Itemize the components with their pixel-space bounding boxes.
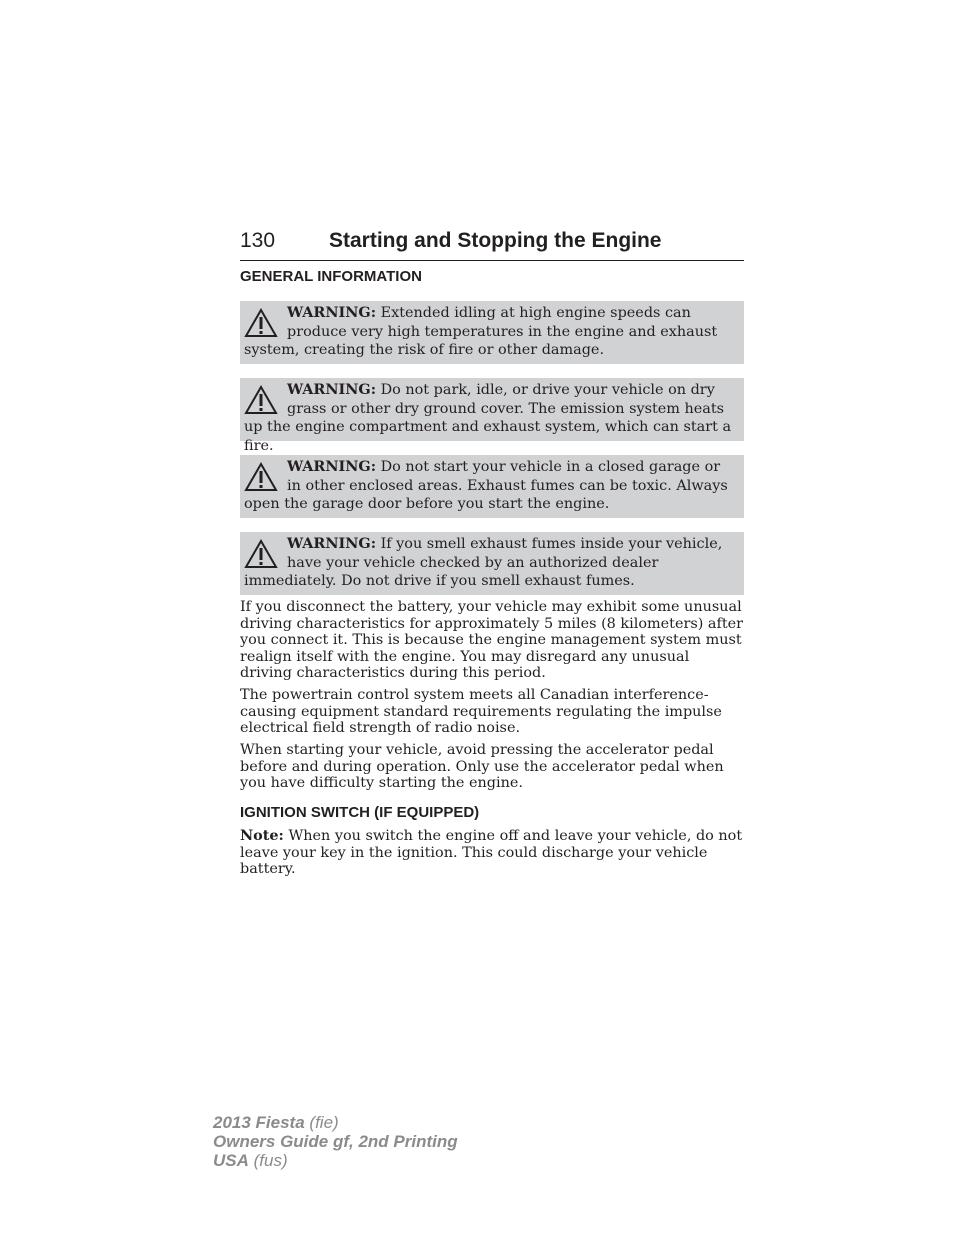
warning-label: WARNING: xyxy=(287,304,377,321)
section-heading-general-information: GENERAL INFORMATION xyxy=(240,268,422,285)
footer-model: 2013 Fiesta xyxy=(213,1113,305,1132)
body-paragraph: When starting your vehicle, avoid pressing the accelerator pedal before and during operation. Only use the accelerator pedal when you have difficulty starting the engine. xyxy=(240,742,724,792)
footer-line-model xyxy=(213,1113,458,1132)
page-header xyxy=(240,228,744,261)
body-paragraph: The powertrain control system meets all Canadian interference-causing equipment standard requirements regulating the impulse electrical field strength of radio noise. xyxy=(240,687,722,737)
warning-text: Do not park, idle, or drive your vehicle on dry grass or other dry ground cover. The emission system heats up the engine compartment and exhaust system, which can start a fire. xyxy=(244,382,732,454)
page-number: 130 xyxy=(240,229,276,252)
warning-triangle-icon xyxy=(244,308,278,338)
warning-box xyxy=(240,378,744,454)
warning-label: WARNING: xyxy=(287,381,377,398)
warning-triangle-icon xyxy=(244,539,278,569)
warning-box xyxy=(240,301,744,364)
footer-guide: Owners Guide gf, 2nd Printing xyxy=(213,1132,458,1151)
warning-text: Extended idling at high engine speeds can produce very high temperatures in the engine and exhaust system, creating the risk of fire or other damage. xyxy=(244,305,718,358)
warning-text: Do not start your vehicle in a closed garage or in other enclosed areas. Exhaust fumes can be toxic. Always open the garage door before you start the engine. xyxy=(244,459,728,512)
chapter-title: Starting and Stopping the Engine xyxy=(329,229,662,252)
footer-region-code: (fus) xyxy=(248,1151,288,1170)
note-label: Note: xyxy=(240,827,284,844)
warning-label: WARNING: xyxy=(287,458,377,475)
footer-region: USA xyxy=(213,1151,249,1170)
footer-model-code: (fie) xyxy=(304,1113,339,1132)
warning-label: WARNING: xyxy=(287,535,377,552)
warning-triangle-icon xyxy=(244,385,278,415)
warning-text: If you smell exhaust fumes inside your vehicle, have your vehicle checked by an authorized dealer immediately. Do not drive if you smell exhaust fumes. xyxy=(244,536,723,589)
note-text: When you switch the engine off and leave your vehicle, do not leave your key in the ignition. This could discharge your vehicle battery. xyxy=(240,828,743,878)
warning-triangle-icon xyxy=(244,462,278,492)
warning-box xyxy=(240,455,744,518)
footer-line-region xyxy=(213,1151,458,1170)
section-heading-ignition-switch: IGNITION SWITCH (IF EQUIPPED) xyxy=(240,804,480,821)
note-paragraph xyxy=(240,828,744,878)
warning-box xyxy=(240,532,744,595)
page-footer xyxy=(213,1113,458,1170)
body-paragraph: If you disconnect the battery, your vehicle may exhibit some unusual driving characteristics for approximately 5 miles (8 kilometers) after you connect it. This is because the engine management system must realign itself with the engine. You may disregard any unusual driving characteristics during this period. xyxy=(240,599,744,682)
